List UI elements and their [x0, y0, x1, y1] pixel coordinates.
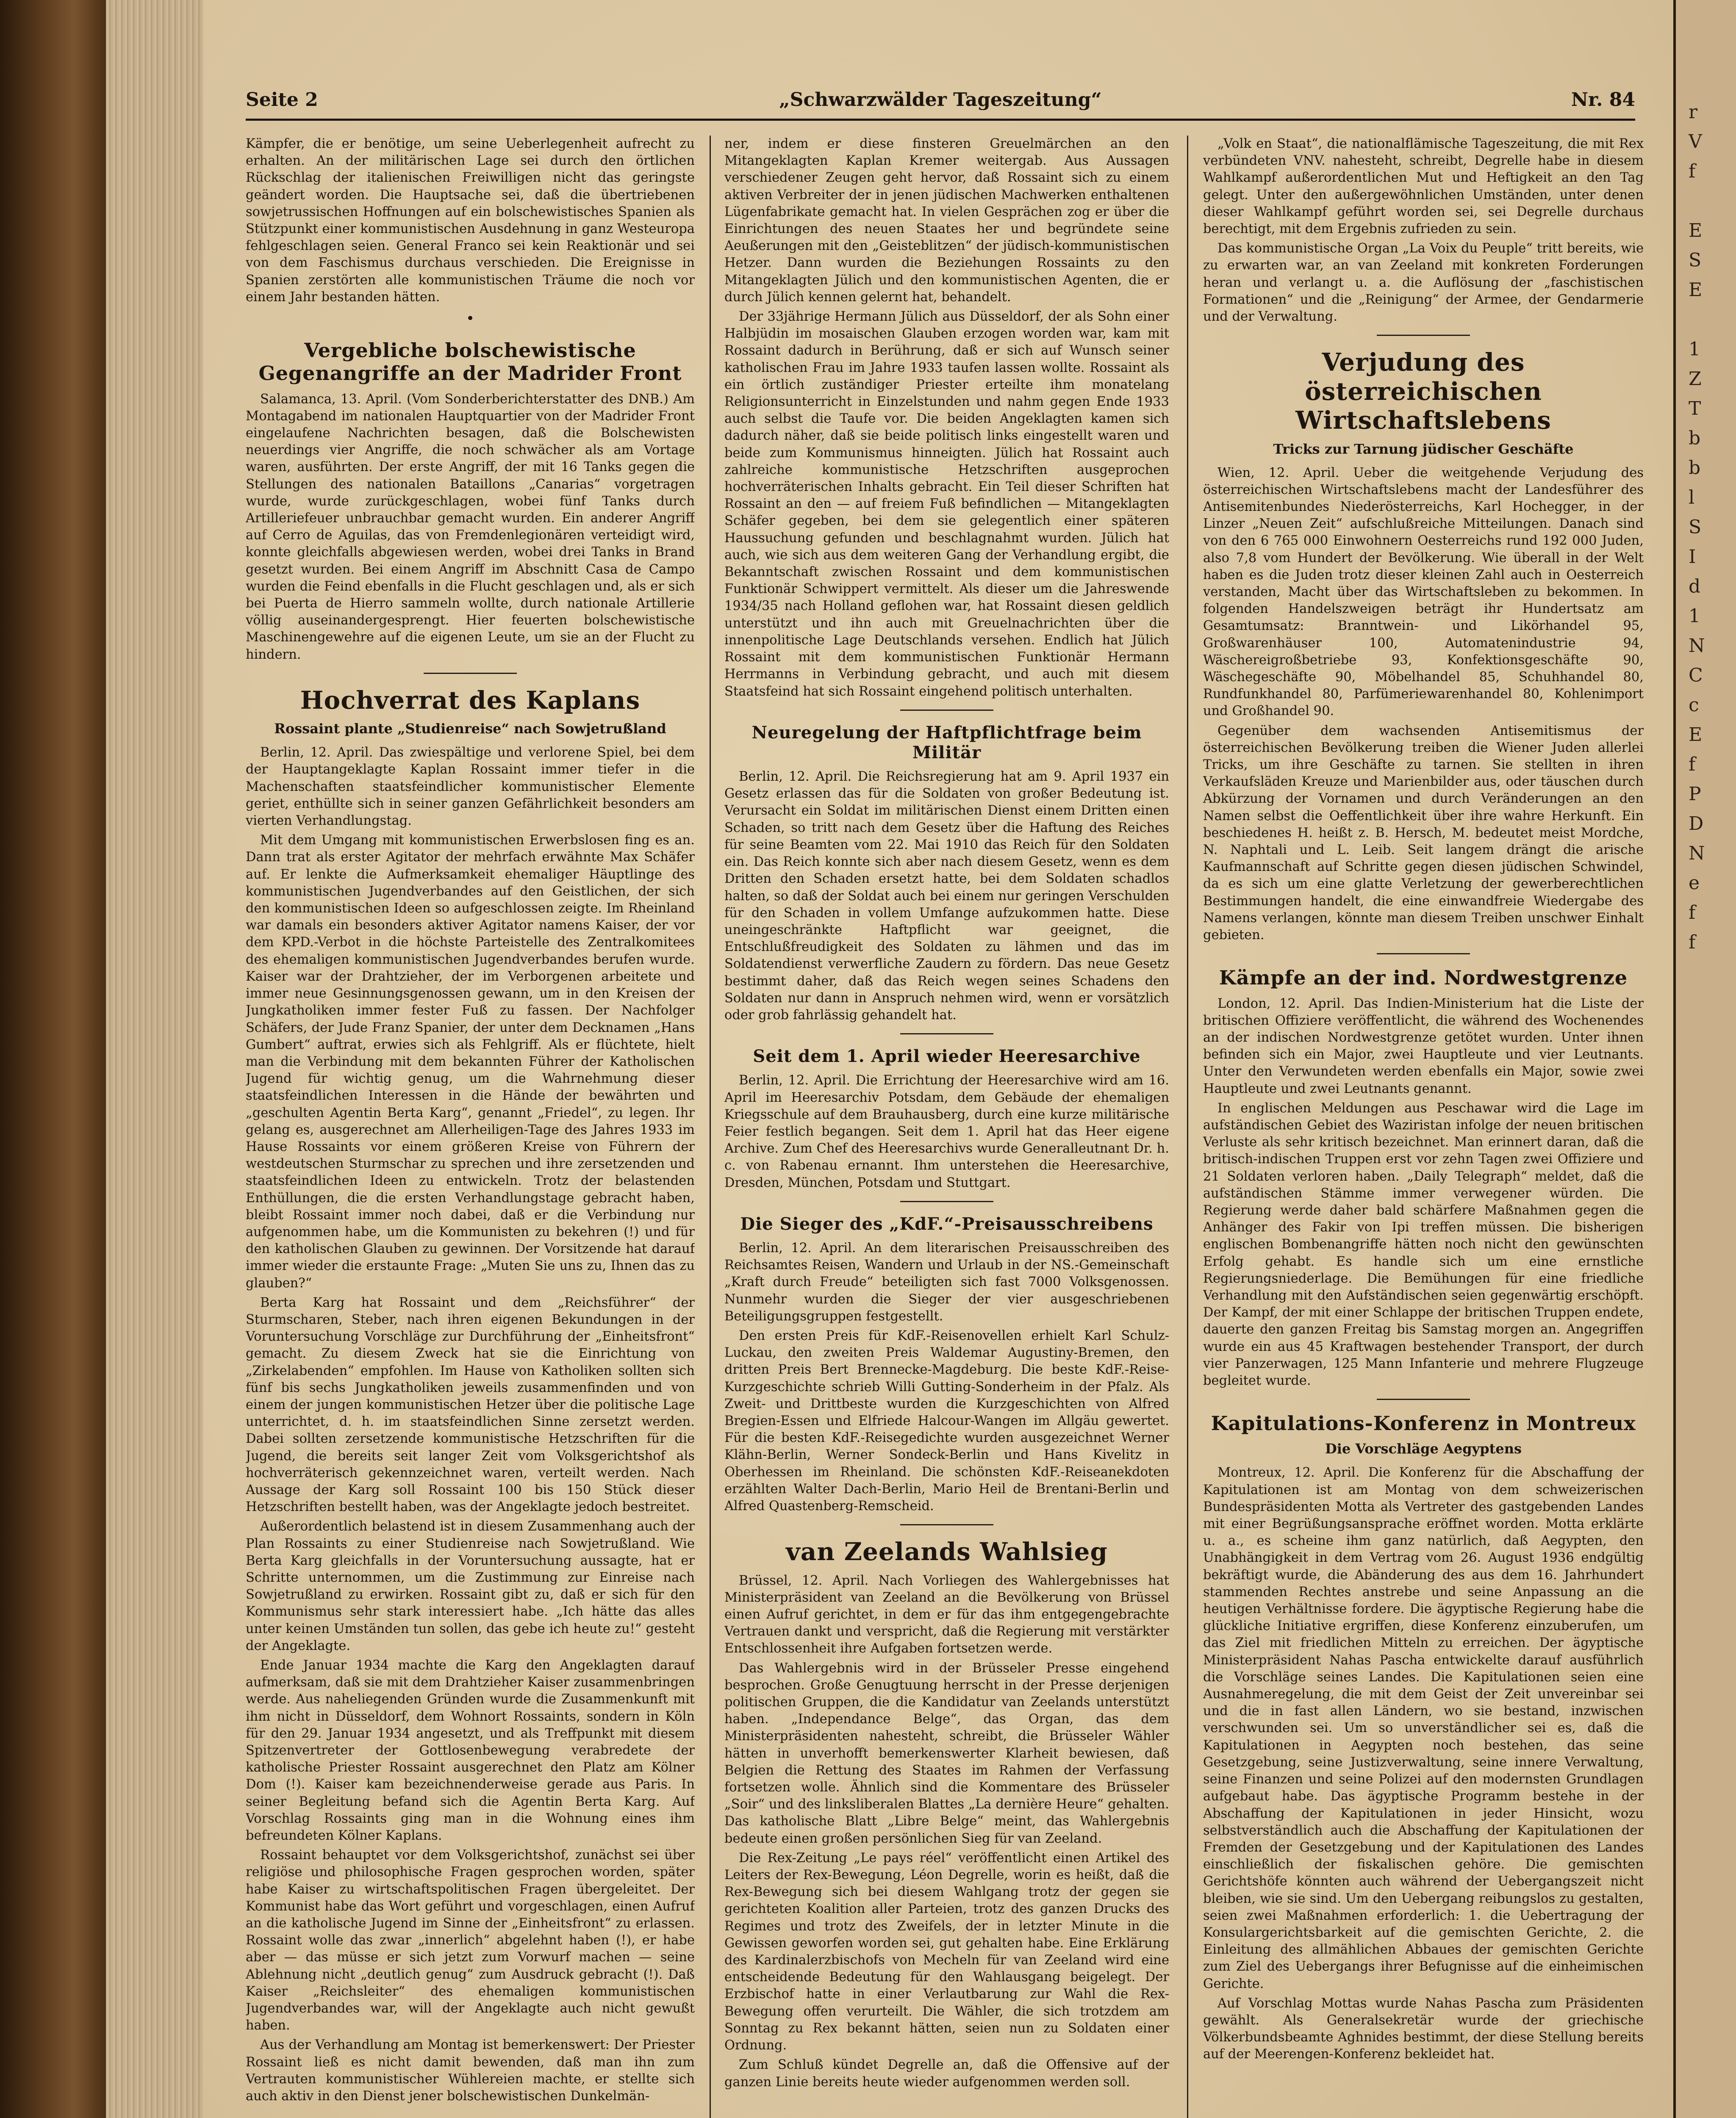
article-text: Der 33jährige Hermann Jülich aus Düsseldorf, der als Sohn einer Halbjüdin im mosaischen Glauben erzogen worden war, kam mit Rossaint dadurch in Berührung, daß er sich auf Wunsch seiner katholischen Frau im Jahre 1933 taufen lassen wollte. Rossaint als ein örtlich zuständiger Priester erteilte ihm monatelang Religionsunterricht in Einzelstunden und nahm gegen Ende 1933 auch selbst die Taufe vor. Die beiden Angeklagten kamen sich dadurch näher, daß sie beide politisch links eingestellt waren und beide zum Kommunismus hinneigten. Jülich hat Rossaint auch zahlreiche kommunistische Hetzschriften ausgeprochen hochverräterischen Inhalts gebracht. Ein Teil dieser Schriften hat Rossaint an den — auf freiem Fuß befindlichen — Mitangeklagten Schäfer gegeben, bei dem sie gelegentlich einer späteren Haussuchung gefunden und beschlagnahmt wurden. Jülich hat auch, wie sich aus dem weiteren Gang der Verhandlung ergibt, die Bekanntschaft zwischen Rossaint und dem kommunistischen Funktionär Schwippert vermittelt. Als dieser um die Jahreswende 1934/35 nach Holland geflohen war, hat Rossaint diesen geldlich unterstützt und ihn auch mit Greuelnachrichten über die innenpolitische Lage Deutschlands versehen. Endlich hat Jülich Rossaint mit dem kommunistischen Funktionär Hermann Herrmanns in Verbindung gebracht, und auch mit diesem Staatsfeind hat sich Rossaint eingehend politisch unterhalten.: [724, 309, 1169, 699]
article-text: In englischen Meldungen aus Peschawar wird die Lage im aufständischen Gebiet des Waziristan infolge der neuen britischen Verluste als sehr kritisch bezeichnet. Man erinnert daran, daß die britisch-indischen Truppen erst vor zehn Tagen zwei Offiziere und 21 Soldaten verloren haben. „Daily Telegraph“ meldet, daß die aufständischen Stämme immer verwegener würden. Die Regierung werde daher bald schärfere Maßnahmen gegen die Anhänger des Fakir von Ipi treffen müssen. Die bisherigen englischen Bombenangriffe hätten noch nicht den gewünschten Erfolg gehabt. Es handle sich um eine ernstliche Regierungsniederlage. Die Bemühungen für eine friedliche Verhandlung mit den Aufständischen seien gegenwärtig erschöpft. Der Kampf, der mit einer Schlappe der britischen Truppen endete, dauerte den ganzen Freitag bis Samstag morgen an. Angegriffen wurde ein aus 45 Kraftwagen bestehender Transport, der durch vier Panzerwagen, 125 Mann Infanterie und mehrere Flugzeuge begleitet wurde.: [1203, 1101, 1644, 1388]
column-2: [724, 136, 1169, 2118]
article-text: Zum Schluß kündet Degrelle an, daß die Offensive auf der ganzen Linie bereits heute wieder aufgenommen werden soll.: [724, 2057, 1169, 2090]
article-text: Das Wahlergebnis wird in der Brüsseler Presse eingehend besprochen. Große Genugtuung herrscht in der Presse derjenigen politischen Gruppen, die die Kandidatur van Zeelands unterstützt haben. „Independance Belge“, das Organ, das dem Ministerpräsidenten nahesteht, schreibt, die Brüsseler Wähler hätten in unverhofft bemerkenswerter Klarheit bewiesen, daß Belgien die Rettung des Staates im Rahmen der Verfassung fortsetzen wolle. Ähnlich sind die Kommentare des Brüsseler „Soir“ und des linksliberalen Blattes „La dernière Heure“ gehalten. Das katholische Blatt „Libre Belge“ meint, das Wahlergebnis bedeute einen großen persönlichen Sieg für van Zeeland.: [724, 1661, 1169, 1846]
article-headline: Seit dem 1. April wieder Heeresarchive: [753, 1046, 1141, 1067]
article-headline: Verjudung des österreichischen Wirtschaftslebens: [1295, 348, 1551, 435]
article-text: Berta Karg hat Rossaint und dem „Reichsführer“ der Sturmscharen, Steber, nach ihren eigenen Bekundungen in der Voruntersuchung Vorschläge zur Durchführung der „Einheitsfront“ gemacht. Zu diesem Zweck hat sie die Einrichtung von „Zirkelabenden“ empfohlen. Im Hause von Katholiken sollten sich fünf bis sechs Jungkatholiken jeweils zusammenfinden und von einem der jungen kommunistischen Hetzer über die politische Lage unterrichtet, d. h. im staatsfeindlichen Sinne zersetzt werden. Dabei sollten zersetzende kommunistische Hetzschriften für die Jugend, die bereits seit langer Zeit vom Volksgerichtshof als hochverräterisch gekennzeichnet waren, verteilt werden. Nach Aussage der Karg soll Rossaint 100 bis 150 Stück dieser Hetzschriften bestellt haben, was der Angeklagte jedoch bestreitet.: [246, 1295, 695, 1515]
article-text: Das kommunistische Organ „La Voix du Peuple“ tritt bereits, wie zu erwarten war, an van Zeeland mit konkreten Forderungen heran und verlangt u. a. die Auflösung der „faschistischen Formationen“ und die „Reinigung“ der Armee, der Gendarmerie und der Verwaltung.: [1203, 241, 1644, 324]
article-text: Rossaint behauptet vor dem Volksgerichtshof, zunächst sei über religiöse und philosophische Fragen gesprochen worden, später habe Kaiser zu wirtschaftspolitischen Fragen übergeleitet. Der Kommunist habe das Wort geführt und vorgeschlagen, einen Aufruf an die katholische Jugend im Sinne der „Einheitsfront“ zu erlassen. Rossaint wolle das zwar „innerlich“ abgelehnt haben (!), er habe aber — das müsse er sich jetzt zum Vorwurf machen — seine Ablehnung nicht „deutlich genug“ zum Ausdruck gebracht (!). Daß Kaiser „Reichsleiter“ des ehemaligen kommunistischen Jugendverbandes war, will der Angeklagte auch nicht gewußt haben.: [246, 1848, 695, 2033]
divider: [900, 1524, 993, 1525]
divider: [1377, 1399, 1470, 1400]
article-text: Berlin, 12. April. An dem literarischen Preisausschreiben des Reichsamtes Reisen, Wandern und Urlaub in der NS.-Gemeinschaft „Kraft durch Freude“ beteiligten sich fast 7000 Volksgenossen. Nunmehr wurden die Sieger der vier ausgeschriebenen Beteiligungsgruppen festgestellt.: [724, 1240, 1169, 1324]
divider: [900, 710, 993, 711]
page-edges: [106, 0, 203, 2118]
article-text: Gegenüber dem wachsenden Antisemitismus der österreichischen Bevölkerung treiben die Wiener Juden allerlei Tricks, um ihre Geschäfte zu tarnen. Sie stellten in ihren Verkaufsläden Kreuze und Marienbilder aus, oder täuschen durch Abkürzung der Vornamen und durch Veränderungen an den Namen selbst die Oeffentlichkeit über ihre wahre Herkunft. Ein beschiedenes H. heißt z. B. Hersch, M. bedeutet meist Mordche, N. Naphtali und L. Leib. Seit langem drängt die arische Kaufmannschaft auf Schritte gegen diesen jüdischen Schwindel, da es sich um eine glatte Verletzung der gewerberechtlichen Bestimmungen handelt, die eine einwandfreie Wiedergabe des Namens verlangen, könnte man diesem Treiben unschwer Einhalt gebieten.: [1203, 723, 1644, 943]
article-text: Berlin, 12. April. Die Reichsregierung hat am 9. April 1937 ein Gesetz erlassen das für die Soldaten von großer Bedeutung ist. Verursacht ein Soldat im militärischen Dienst einem Dritten einen Schaden, so tritt nach dem Gesetz über die Haftung des Reiches für seine Beamten vom 22. Mai 1910 das Reich für den Soldaten ein. Das Reich konnte sich aber nach diesem Gesetz, wenn es dem Dritten den Schaden ersetzt hatte, bei dem Soldaten schadlos halten, so daß der Soldat auch bei einem nur geringen Verschulden für den Schaden in vollem Umfange aufzukommen hatte. Diese uneingeschränkte Haftpflicht war geeignet, die Entschlußfreudigkeit des Soldaten zu lähmen und das im Soldatendienst verwerfliche Zaudern zu fördern. Das neue Gesetz bestimmt daher, daß das Reich wegen seines Schadens den Soldaten nur dann in Anspruch nehmen wird, wenn er vorsätzlich oder grob fahrlässig gehandelt hat.: [724, 769, 1169, 1023]
article-text: Berlin, 12. April. Das zwiespältige und verlorene Spiel, bei dem der Hauptangeklagte Kaplan Rossaint immer tiefer in die Machenschaften staatsfeindlicher kommunistischer Elemente geriet, enthüllte sich in seiner ganzen Gefährlichkeit besonders am vierten Verhandlungstag.: [246, 745, 695, 829]
article-headline: Kämpfe an der ind. Nordwestgrenze: [1219, 966, 1628, 990]
page-number: Seite 2: [246, 89, 318, 111]
article-text: Kämpfer, die er benötige, um seine Ueberlegenheit aufrecht zu erhalten. An der militärischen Lage sei durch den örtlichen Rückschlag der italienischen Freiwilligen nicht das geringste geändert worden. Die Hauptsache sei, daß die übertriebenen sowjetrussischen Hoffnungen auf ein bolschewistisches Spanien als Stützpunkt einer kommunistischen Ausdehnung in ganz Westeuropa fehlgeschlagen seien. General Franco sei kein Reaktionär und sei von dem Faschismus durchaus verschieden. Die Ereignisse in Spanien zerstörten alle kommunistischen Träume die noch vor einem Jahr bestanden hätten.: [246, 136, 695, 305]
article-text: Montreux, 12. April. Die Konferenz für die Abschaffung der Kapitulationen ist am Montag von dem schweizerischen Bundespräsidenten Motta als Vertreter des gastgebenden Landes mit einer Begrüßungsansprache eröffnet worden. Motta erklärte u. a., es scheine ihm ganz natürlich, daß Aegypten, den Unabhängigkeit in dem Vertrag vom 26. August 1936 endgültig bekräftigt wurde, die Abänderung des aus dem 16. Jahrhundert stammenden Rechtes anstrebe und seine Anpassung an die heutigen Verhältnisse fordere. Die ägyptische Regierung habe die glückliche Initiative ergriffen, diese Konferenz einzuberufen, um das Ziel mit friedlichen Mitteln zu erreichen. Der ägyptische Ministerpräsident Nahas Pascha entwickelte darauf ausführlich die Vorschläge seines Landes. Die Kapitulationen seien eine Ausnahmeregelung, die mit dem Geist der Zeit unvereinbar sei und die in fast allen Ländern, wo sie bestand, inzwischen verschwunden sei. Um so unverständlicher sei es, daß die Kapitulationen in Aegypten noch bestehen, das seine Gesetzgebung, seine Justizverwaltung, seine innere Verwaltung, seine Finanzen und seine Polizei auf den modernsten Grundlagen aufgebaut habe. Das ägyptische Programm bestehe in der Abschaffung der Kapitulationen in jeder Hinsicht, wozu selbstverständlich auch die Abschaffung der Kapitulationen der Fremden der Gesetzgebung und der Kapitulationen des Landes einschließlich der fiskalischen gehöre. Die gemischten Gerichtshöfe könnten auch während der Uebergangszeit nicht bleiben, wie sie sind. Um den Uebergang reibungslos zu gestalten, seien zwei Maßnahmen erforderlich: 1. die Uebertragung der Konsulargerichtsbarkeit auf die gemischten Gerichte, 2. die Einleitung des allmählichen Abbaues der gemischten Gerichte zum Ziel des Uebergangs ihrer Befugnisse auf die einheimischen Gerichte.: [1203, 1465, 1644, 1991]
article-text: Auf Vorschlag Mottas wurde Nahas Pascha zum Präsidenten gewählt. Als Generalsekretär wurde der griechische Völkerbundsbeamte Aghnides bestimmt, der diese Stellung bereits auf der Meerengen-Konferenz bekleidet hat.: [1203, 1996, 1644, 2062]
article-text: Mit dem Umgang mit kommunistischen Erwerbslosen fing es an. Dann trat als erster Agitator der mehrfach erwähnte Max Schäfer auf. Er lenkte die Aufmerksamkeit ehemaliger Häuptlinge des kommunistischen Jugendverbandes auf den Geistlichen, der sich den kommunistischen Ideen so aufgeschlossen zeigte. Im Rheinland war damals ein besonders aktiver Agitator namens Kaiser, der vor dem KPD.-Verbot in die höchste Parteistelle des Zentralkomitees des ehemaligen kommunistischen Jugendverbandes berufen wurde. Kaiser war der Drahtzieher, der im Verborgenen arbeitete und immer neue Gesinnungsgenossen gewann, um in den Kreisen der Jungkatholiken immer fester Fuß zu fassen. Der Nachfolger Schäfers, der Jude Franz Spanier, der unter dem Decknamen „Hans Gumbert“ auftrat, erwies sich als Fehlgriff. Als er flüchtete, hielt man die Verbindung mit dem bekannten Führer der Katholischen Jugend für wichtig genug, um die Wahrnehmung dieser staatsfeindlichen Interessen in die Hände der bewährten und „geschulten Agentin Berta Karg“, genannt „Friedel“, zu legen. Ihr gelang es, ausgerechnet am Allerheiligen-Tage des Jahres 1933 im Hause Rossaints vor einem größeren Kreise von Führern der westdeutschen Sturmschar zu sprechen und ihre zersetzenden und staatsfeindlichen Ideen zu entwickeln. Trotz der belastenden Enthüllungen, die die ersten Verhandlungstage gebracht haben, bleibt Rossaint immer noch dabei, daß er die Verbindung nur aufgenommen habe, um die Kommunisten zu bekehren (!) und für den katholischen Glauben zu gewinnen. Der Vorsitzende hat darauf immer wieder die erstaunte Frage: „Muten Sie uns zu, Ihnen das zu glauben?“: [246, 833, 695, 1291]
article-text: Brüssel, 12. April. Nach Vorliegen des Wahlergebnisses hat Ministerpräsident van Zeeland an die Bevölkerung von Brüssel einen Aufruf gerichtet, in dem er für das ihm entgegengebrachte Vertrauen dankt und verspricht, daß die Regierung mit verstärkter Entschlossenheit ihre Aufgaben fortsetzen werde.: [724, 1573, 1169, 1656]
article-headline: Neuregelung der Haftpflichtfrage beim Militär: [752, 722, 1142, 762]
column-3: [1203, 136, 1644, 2118]
article-text: Außerordentlich belastend ist in diesem Zusammenhang auch der Plan Rossaints zu einer Studienreise nach Sowjetrußland. Wie Berta Karg gleichfalls in der Voruntersuchung aussagte, hat er Schritte unternommen, um die Zustimmung zur Einreise nach Sowjetrußland zu erwirken. Rossaint gibt zu, daß er sich für den Kommunismus sehr stark interessiert habe. „Ich hätte das alles unter keinen Umständen tun sollen, das gebe ich heute zu!“ gesteht der Angeklagte.: [246, 1519, 695, 1653]
separator-star: •: [466, 310, 475, 327]
article-subheadline: Rossaint plante „Studienreise“ nach Sowjetrußland: [274, 721, 666, 737]
divider: [1377, 335, 1470, 336]
divider: [900, 1033, 993, 1034]
article-text: London, 12. April. Das Indien-Ministerium hat die Liste der britischen Offiziere veröffentlicht, die während des Wochenendes an der indischen Nordwestgrenze getötet wurden. Unter ihnen befinden sich ein Major, zwei Hauptleute und vier Leutnants. Unter den Verwundeten werden ebenfalls ein Major, sowie zwei Hauptleute und zwei Leutnants genannt.: [1203, 996, 1644, 1096]
issue-number: Nr. 84: [1571, 89, 1635, 111]
divider: [900, 1201, 993, 1202]
book-binding: [0, 0, 106, 2118]
newspaper-page: [203, 0, 1673, 2118]
article-text: Den ersten Preis für KdF.-Reisenovellen erhielt Karl Schulz-Luckau, den zweiten Preis Waldemar Augustiny-Bremen, den dritten Preis Bert Brennecke-Magdeburg. Die beste KdF.-Reise-Kurzgeschichte schrieb Willi Gutting-Sonderheim in der Pfalz. Als Zweit- und Drittbeste wurden die Kurzgeschichten von Alfred Bregien-Essen und Elfriede Halcour-Wangen im Allgäu gewertet. Für die besten KdF.-Reisegedichte wurden ausgezeichnet Werner Klähn-Berlin, Werner Sondeck-Berlin und Hans Kivelitz in Oberhessen im Rheinland. Die schönsten KdF.-Reiseanekdoten erzählten Walter Dach-Berlin, Mario Heil de Brentani-Berlin und Alfred Quastenberg-Remscheid.: [724, 1328, 1169, 1514]
article-headline: van Zeelands Wahlsieg: [786, 1537, 1108, 1566]
article-text: Wien, 12. April. Ueber die weitgehende Verjudung des österreichischen Wirtschaftslebens macht der Landesführer des Antisemitenbundes Niederösterreichs, Karl Hochegger, in der Linzer „Neuen Zeit“ aufschlußreiche Mitteilungen. Danach sind von den 6 765 000 Einwohnern Oesterreichs rund 192 000 Juden, also 7,8 vom Hundert der Bevölkerung. Wie überall in der Welt haben es die Juden trotz dieser kleinen Zahl auch in Oesterreich verstanden, Macht über das Wirtschaftsleben zu bekommen. In folgenden Handelszweigen beträgt ihr Hundertsatz am Gesamtumsatz: Branntwein- und Likörhandel 95, Großwarenhäuser 100, Automatenindustrie 94, Wäschereigroßbetriebe 93, Konfektionsgeschäfte 90, Wäschegeschäfte 90, Möbelhandel 85, Schuhhandel 80, Rundfunkhandel 80, Parfümeriewarenhandel 80, Kohlenimport und Großhandel 90.: [1203, 465, 1644, 719]
article-text: Salamanca, 13. April. (Vom Sonderberichterstatter des DNB.) Am Montagabend im nationalen Hauptquartier von der Madrider Front eingelaufene Nachrichten besagen, daß die Bolschewisten neuerdings vier Angriffe, die noch schwächer als am Vortage waren, ausführten. Der erste Angriff, der mit 16 Tanks gegen die Stellungen des nationalen Bataillons „Canarias“ vorgetragen wurde, wurde zurückgeschlagen, wobei fünf Tanks durch Artilleriefeuer unbrauchbar gemacht wurden. Ein anderer Angriff auf Cerro de Aguilas, das von Fremdenlegionären verteidigt wird, konnte gleichfalls abgewiesen werden, wobei drei Tanks in Brand gesetzt wurden. Bei einem Angriff im Abschnitt Casa de Campo wurden die Feind ebenfalls in die Flucht geschlagen und, als er sich bei Puerta de Hierro sammeln wollte, durch nationale Artillerie völlig auseinandergesprengt. Hier feuerten bolschewistische Maschinengewehre auf die eigenen Leute, um sie an der Flucht zu hindern.: [246, 391, 695, 662]
article-subheadline: Tricks zur Tarnung jüdischer Geschäfte: [1273, 441, 1574, 457]
newspaper-title: „Schwarzwälder Tageszeitung“: [779, 89, 1102, 111]
article-text: Berlin, 12. April. Die Errichtung der Heeresarchive wird am 16. April im Heeresarchiv Potsdam, dem Gebäude der ehemaligen Kriegsschule auf dem Brauhausberg, durch eine kurze militärische Feier festlich begangen. Seit dem 1. April hat das Heer eigene Archive. Zum Chef des Heeresarchivs wurde Generalleutnant Dr. h. c. von Rabenau ernannt. Ihm unterstehen die Heeresarchive, Dresden, München, Potsdam und Stuttgart.: [724, 1073, 1169, 1190]
column-1: [246, 136, 695, 2118]
adjacent-page-edge: [1673, 0, 1736, 2118]
article-text: Ende Januar 1934 machte die Karg den Angeklagten darauf aufmerksam, daß sie mit dem Drahtzieher Kaiser zusammenbringen werde. Aus naheliegenden Gründen wurde die Zusammenkunft mit ihm nicht in Düsseldorf, dem Wohnort Rossaints, sondern in Köln für den 29. Januar 1934 angesetzt, und als Treffpunkt mit diesem Spitzenvertreter der Gottlosenbewegung verabredete der katholische Priester Rossaint ausgerechnet den Platz am Kölner Dom (!). Kaiser kam bezeichnenderweise gerade aus Paris. In seiner Begleitung befand sich die Agentin Berta Karg. Auf Vorschlag Rossaints ging man in die Wohnung eines ihm befreundeten Kölner Kaplans.: [246, 1658, 695, 1844]
divider: [1377, 953, 1470, 954]
page-header: [246, 85, 1635, 121]
article-subheadline: Die Vorschläge Aegyptens: [1325, 1441, 1522, 1457]
article-text: Die Rex-Zeitung „Le pays réel“ veröffentlicht einen Artikel des Leiters der Rex-Bewegung, Léon Degrelle, worin es heißt, daß die Rex-Bewegung sich bei diesem Wahlgang trotz der gegen sie gerichteten Koalition aller Parteien, trotz des ganzen Drucks des Regimes und trotz des Zweifels, der in letzter Minute in die Gewissen geworfen worden sei, gut gehalten habe. Eine Erklärung des Kardinalerzbischofs von Mecheln für van Zeeland wird eine entscheidende Bedeutung für den Wahlausgang beigelegt. Der Erzbischof hatte in einer Verlautbarung zur Wahl die Rex-Bewegung offen verurteilt. Die Wähler, die sich trotzdem am Sonntag zu Rex bekannt hätten, seien nun zu Soldaten einer Ordnung.: [724, 1850, 1169, 2053]
article-headline: Kapitulations-Konferenz in Montreux: [1211, 1412, 1636, 1435]
article-headline: Vergebliche bolschewistische Gegenangriffe an der Madrider Front: [258, 339, 682, 385]
article-headline: Hochverrat des Kaplans: [300, 685, 641, 715]
article-text: Aus der Verhandlung am Montag ist bemerkenswert: Der Priester Rossaint ließ es nicht damit bewenden, daß man ihn zum Vertrauten kommunistischer Wühlereien machte, er stellte sich auch aktiv in den Dienst jener bolschewistischen Dunkelmän-: [246, 2038, 695, 2104]
column-rule: [710, 136, 711, 2118]
article-text: ner, indem er diese finsteren Greuelmärchen an den Mitangeklagten Kaplan Kremer weitergab. Aus Aussagen verschiedener Zeugen geht hervor, daß Rossaint sich zu einem aktiven Verbreiter der in jenen jüdischen Machwerken enthaltenen Lügenfabrikate gemacht hat. In vielen Gesprächen zog er über die Einrichtungen des neuen Staates her und begründete seine Aeußerungen mit den „Geisteblitzen“ der jüdisch-kommunistischen Hetzer. Dann wurden die Beziehungen Rossaints zu den Mitangeklagten Jülich und den kommunistischen Agenten, die er durch Jülich kennen gelernt hat, behandelt.: [724, 136, 1169, 305]
article-headline: Die Sieger des „KdF.“-Preisausschreibens: [740, 1214, 1154, 1234]
divider: [424, 673, 517, 674]
column-rule: [1187, 136, 1188, 2118]
adjacent-page-text: r V f E S E 1 Z T b b l S I d 1 N C c E f P D N e f f: [1689, 101, 1705, 953]
article-text: „Volk en Staat“, die nationalflämische Tageszeitung, die mit Rex verbündeten VNV. nahesteht, schreibt, Degrelle habe in diesem Wahlkampf außerordentlichen Mut und Heftigkeit an den Tag gelegt. Unter den außergewöhnlichen Umständen, unter denen dieser Wahlkampf geführt worden sei, sei Degrelle durchaus berechtigt, mit dem Ergebnis zufrieden zu sein.: [1203, 136, 1644, 237]
